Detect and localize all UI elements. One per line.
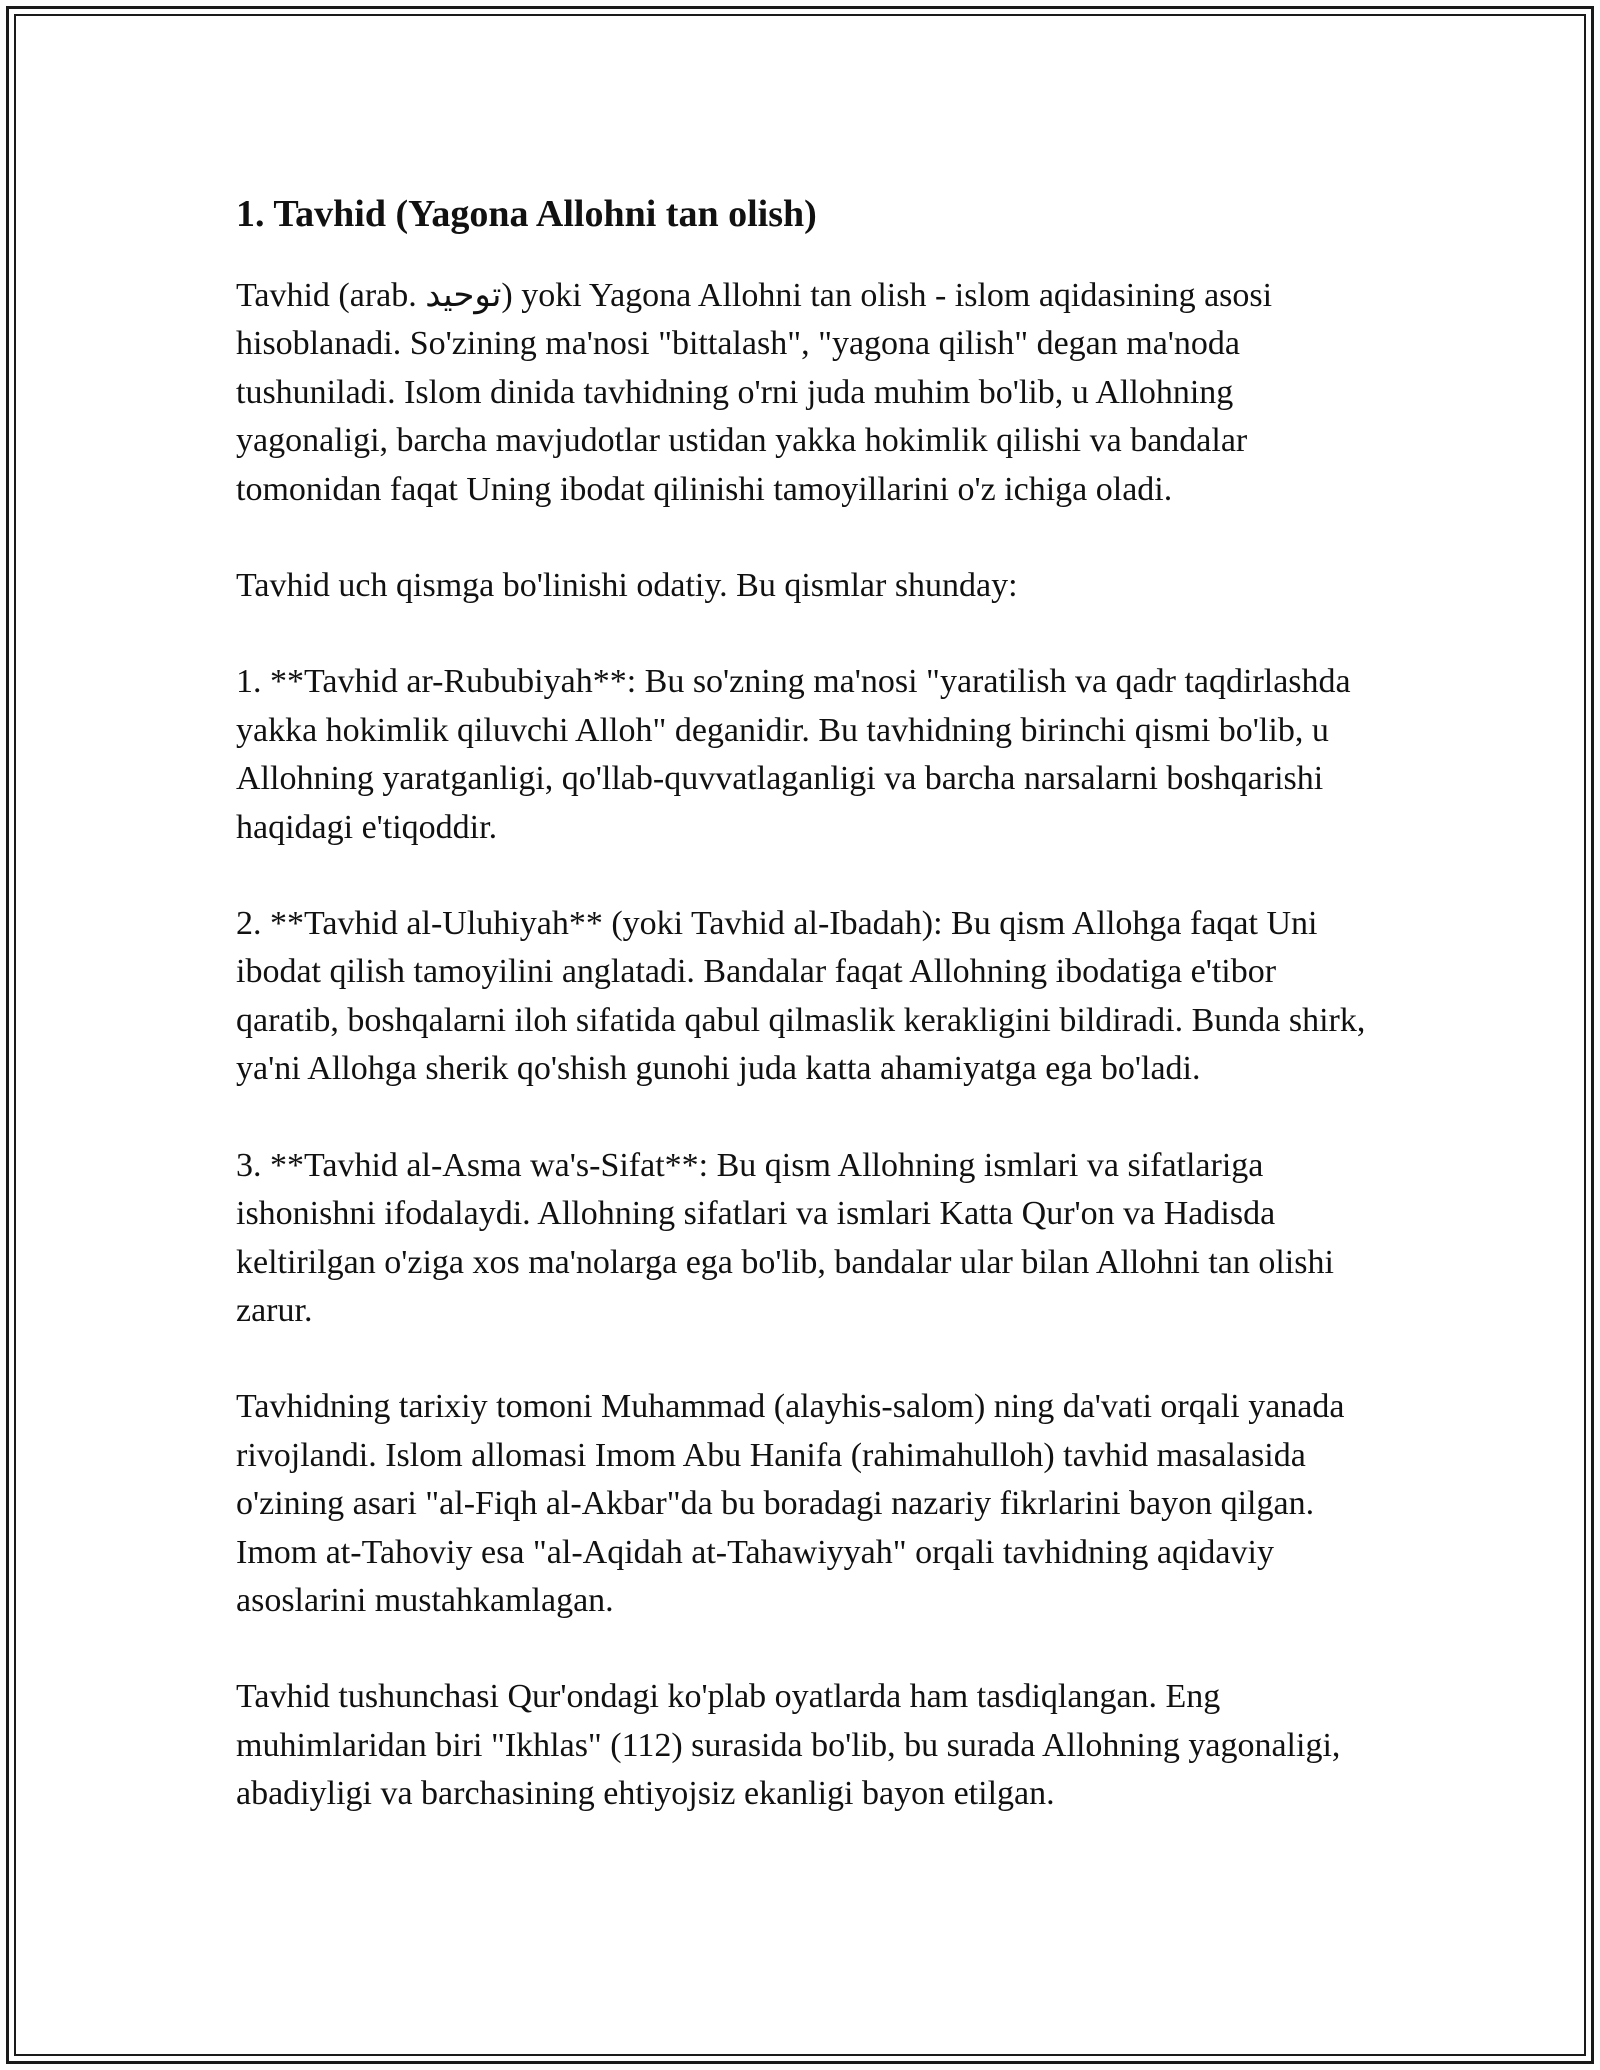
paragraph-intro: Tavhid (arab. توحيد) yoki Yagona Allohni tan olish - islom aqidasining asosi hisoblanadi. So'zining ma'nosi "bittalash", "yagona qilish" degan ma'noda tushuniladi. Islom dinida tavhidning o'rni juda muhim bo'lib, u Allohning yagonaligi, barcha mavjudotlar ustidan yakka hokimlik qilishi va bandalar tomonidan faqat Uning ibodat qilinishi tamoyillarini o'z ichiga oladi.: [236, 277, 1273, 508]
paragraph-asma-sifat: 3. **Tavhid al-Asma wa's-Sifat**: Bu qism Allohning ismlari va sifatlariga ishonishni ifodalaydi. Allohning sifatlari va ismlari Katta Qur'on va Hadisda keltirilgan o'ziga xos ma'nolarga ega bo'lib, bandalar ular bilan Allohni tan olishi zarur.: [236, 1146, 1334, 1329]
paragraph-parts-intro: Tavhid uch qismga bo'linishi odatiy. Bu qismlar shunday:: [236, 567, 1018, 605]
paragraph-uluhiyah: 2. **Tavhid al-Uluhiyah** (yoki Tavhid al-Ibadah): Bu qism Allohga faqat Uni ibodat qilish tamoyilini anglatadi. Bandalar faqat Allohning ibodatiga e'tibor qaratib, boshqalarni iloh sifatida qabul qilmaslik kerakligini bildiradi. Bunda shirk, ya'ni Allohga sherik qo'shish gunohi juda katta ahamiyatga ega bo'ladi.: [236, 905, 1366, 1088]
document-body: [236, 186, 1366, 1819]
paragraph-rububiyah: 1. **Tavhid ar-Rububiyah**: Bu so'zning ma'nosi "yaratilish va qadr taqdirlashda yakka hokimlik qiluvchi Alloh" deganidir. Bu tavhidning birinchi qismi bo'lib, u Allohning yaratganligi, qo'llab-quvvatlaganligi va barcha narsalarni boshqarishi haqidagi e'tiqoddir.: [236, 663, 1351, 846]
paragraph-quran: Tavhid tushunchasi Qur'ondagi ko'plab oyatlarda ham tasdiqlangan. Eng muhimlaridan biri "Ikhlas" (112) surasida bo'lib, bu surada Allohning yagonaligi, abadiyligi va barchasining ehtiyojsiz ekanligi bayon etilgan.: [236, 1678, 1341, 1813]
paragraph-history: Tavhidning tarixiy tomoni Muhammad (alayhis-salom) ning da'vati orqali yanada rivojlandi. Islom allomasi Imom Abu Hanifa (rahimahulloh) tavhid masalasida o'zining asari "al-Fiqh al-Akbar"da bu boradagi nazariy fikrlarini bayon qilgan. Imom at-Tahoviy esa "al-Aqidah at-Tahawiyyah" orqali tavhidning aqidaviy asoslarini mustahkamlagan.: [236, 1388, 1345, 1619]
document-title: 1. Tavhid (Yagona Allohni tan olish): [236, 193, 817, 235]
